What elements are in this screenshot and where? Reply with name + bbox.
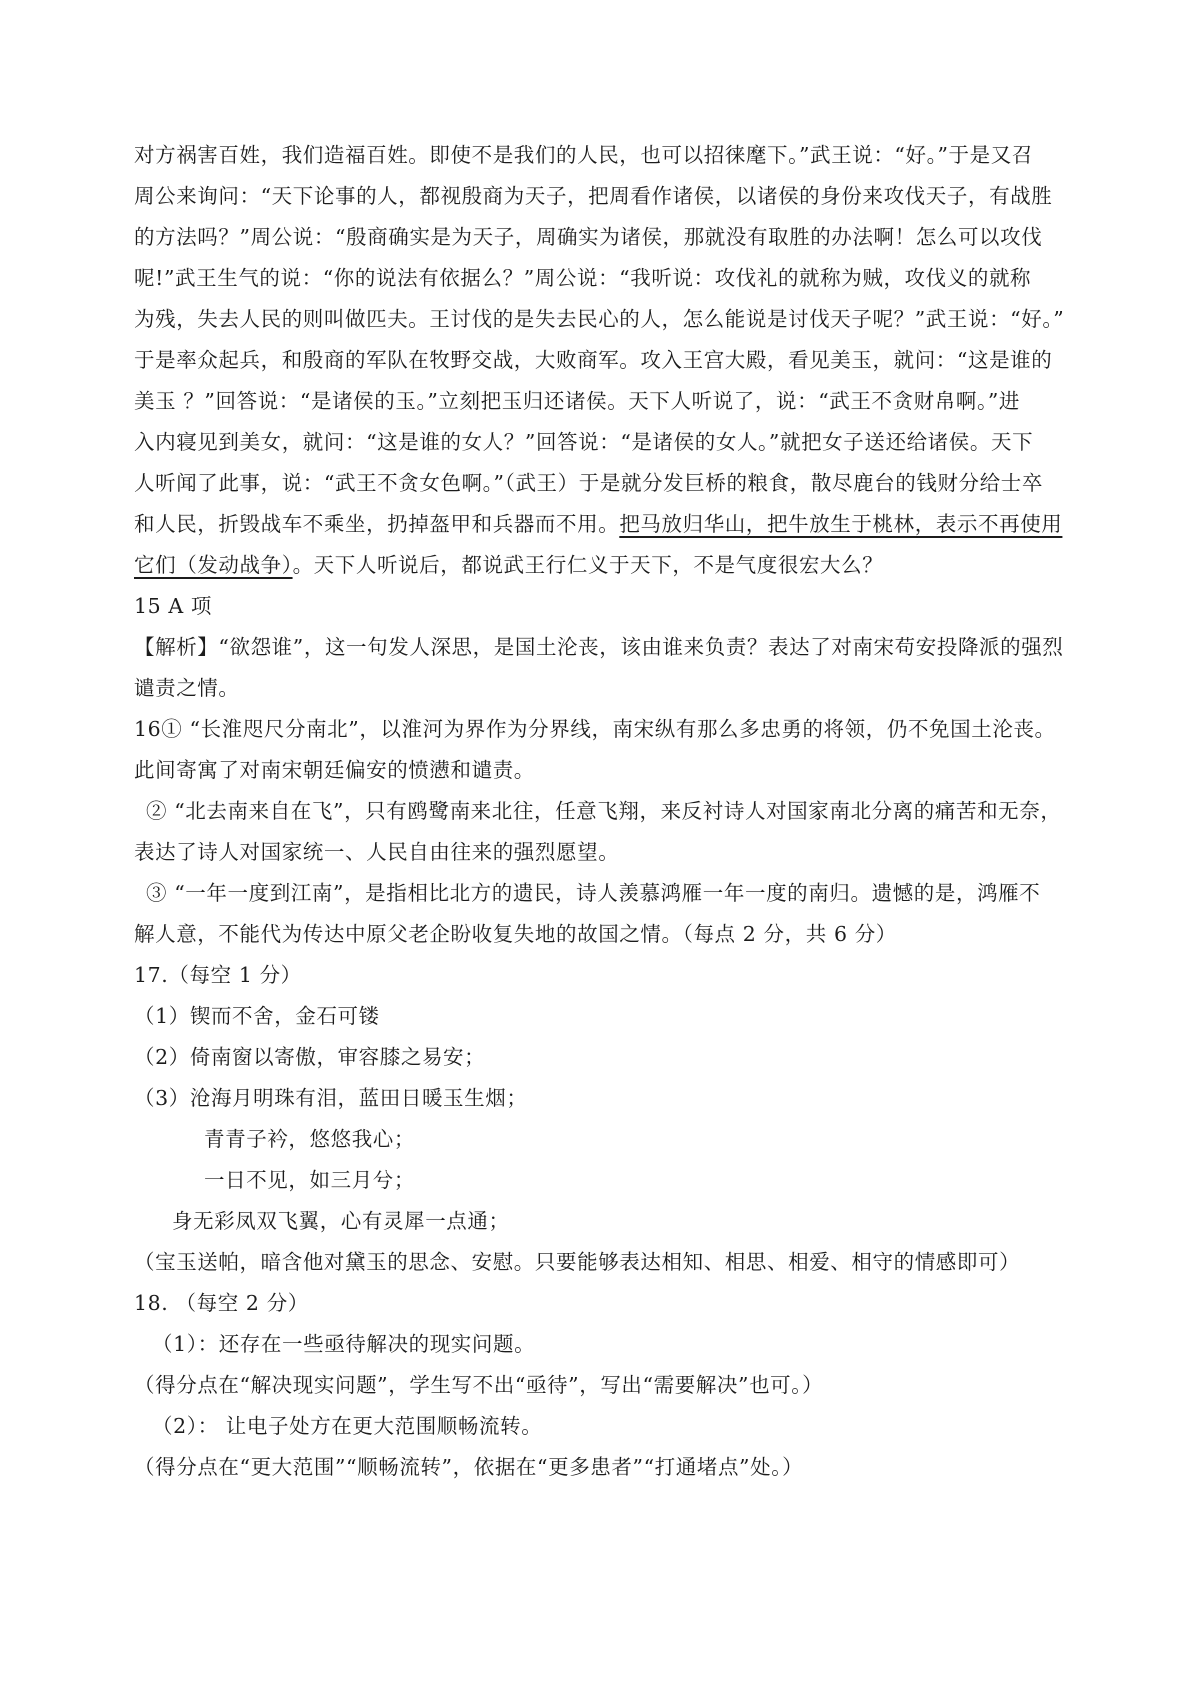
q16-point-1: 16① “长淮咫尺分南北”，以淮河为界作为分界线，南宋纵有那么多忠勇的将领，仍不免国土沦丧。 [134, 717, 1056, 741]
q17-heading: 17.（每空 1 分） [134, 963, 302, 987]
q16-point-2: ② “北去南来自在飞”，只有鸥鹭南来北往，任意飞翔，来反衬诗人对国家南北分离的痛苦和无奈， [146, 799, 1062, 823]
passage-line: 对方祸害百姓，我们造福百姓。即使不是我们的人民，也可以招徕麾下。”武王说：“好。”于是又召 [134, 143, 1033, 167]
passage-line: 呢!”武王生气的说：“你的说法有依据么？”周公说：“我听说：攻伐礼的就称为贼，攻伐义的就称 [134, 266, 1032, 290]
q17-answer: 青青子衿，悠悠我心； [204, 1127, 415, 1151]
q16-point-2: 表达了诗人对国家统一、人民自由往来的强烈愿望。 [134, 840, 620, 864]
underlined-sentence: 把马放归华山，把牛放生于桃林，表示不再使用 [619, 512, 1063, 536]
q15-analysis: 谴责之情。 [134, 676, 240, 700]
q16-point-1: 此间寄寓了对南宋朝廷偏安的愤懑和谴责。 [134, 758, 535, 782]
q18-heading: 18. （每空 2 分） [134, 1291, 309, 1315]
q17-answer: （3）沧海月明珠有泪，蓝田日暖玉生烟； [134, 1086, 528, 1110]
q18-answer: （2）： 让电子处方在更大范围顺畅流转。 [152, 1414, 543, 1438]
q18-answer: （1）：还存在一些亟待解决的现实问题。 [152, 1332, 536, 1356]
passage-line [134, 509, 1062, 539]
q15-answer: 15 A 项 [134, 594, 213, 618]
passage-line: 人听闻了此事，说：“武王不贪女色啊。”（武王）于是就分发巨桥的粮食，散尽鹿台的钱财分给士卒 [134, 471, 1043, 495]
q17-answer: （1）锲而不舍，金石可镂 [134, 1004, 380, 1028]
q17-answer: 身无彩凤双飞翼，心有灵犀一点通； [172, 1209, 510, 1233]
passage-line: 于是率众起兵，和殷商的军队在牧野交战，大败商军。攻入王宫大殿，看见美玉，就问：“这是谁的 [134, 348, 1053, 372]
q18-note: （得分点在“更大范围”“顺畅流转”，依据在“更多患者”“打通堵点”处。） [134, 1455, 804, 1479]
passage-line [134, 550, 883, 580]
passage-text: 。天下人听说后，都说武王行仁义于天下，不是气度很宏大么？ [292, 553, 884, 577]
passage-line: 美玉 ？”回答说：“是诸侯的玉。”立刻把玉归还诸侯。天下人听说了，说：“武王不贪财帛啊。”进 [134, 389, 1021, 413]
q18-note: （得分点在“解决现实问题”，学生写不出“亟待”，写出“需要解决”也可。） [134, 1373, 824, 1397]
q17-answer: （2）倚南窗以寄傲，审容膝之易安； [134, 1045, 486, 1069]
passage-line: 周公来询问：“天下论事的人，都视殷商为天子，把周看作诸侯，以诸侯的身份来攻伐天子，有战胜 [134, 184, 1053, 208]
q16-point-3: ③ “一年一度到江南”，是指相比北方的遗民，诗人羡慕鸿雁一年一度的南归。遗憾的是，鸿雁不 [146, 881, 1041, 905]
passage-line: 入内寝见到美女，就问：“这是谁的女人？”回答说：“是诸侯的女人。”就把女子送还给诸侯。天下 [134, 430, 1034, 454]
passage-text: 和人民，折毁战车不乘坐，扔掉盔甲和兵器而不用。 [134, 512, 620, 536]
passage-line: 的方法吗？”周公说：“殷商确实是为天子，周确实为诸侯，那就没有取胜的办法啊！怎么可以攻伐 [134, 225, 1043, 249]
q15-analysis: 【解析】“欲怨谁”，这一句发人深思，是国土沦丧，该由谁来负责？表达了对南宋苟安投降派的强烈 [134, 635, 1064, 659]
q16-point-3: 解人意，不能代为传达中原父老企盼收复失地的故国之情。（每点 2 分，共 6 分） [134, 922, 897, 946]
q17-answer: 一日不见，如三月兮； [204, 1168, 415, 1192]
q17-note: （宝玉送帕，暗含他对黛玉的思念、安慰。只要能够表达相知、相思、相爱、相守的情感即可） [134, 1250, 1021, 1274]
underlined-sentence: 它们（发动战争） [134, 553, 293, 577]
passage-line: 为残，失去人民的则叫做匹夫。王讨伐的是失去民心的人，怎么能说是讨伐天子呢？”武王说：“好。” [134, 307, 1065, 331]
